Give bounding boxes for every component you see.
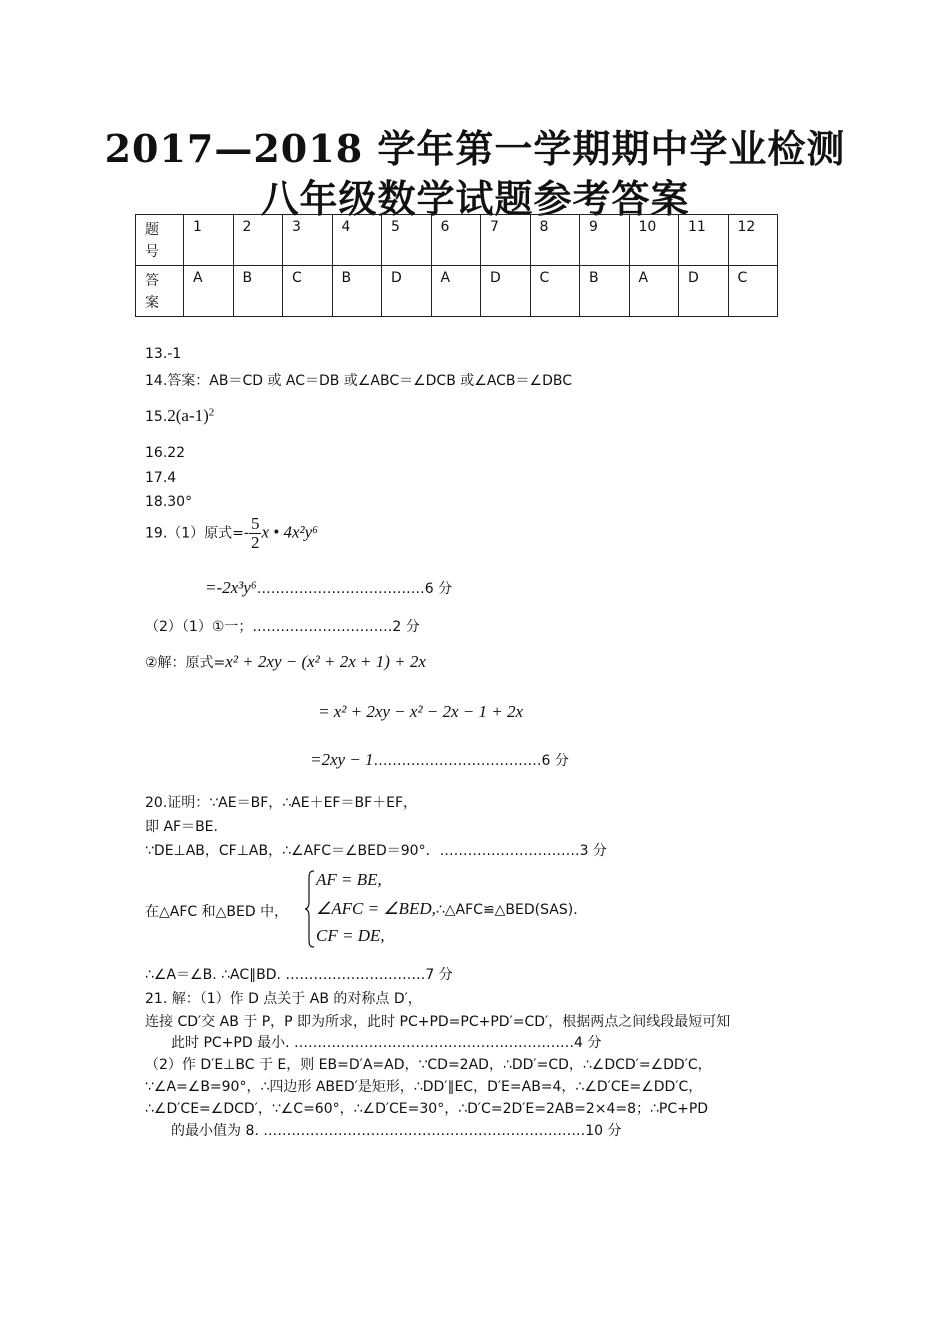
table-cell: A bbox=[629, 266, 679, 317]
answer-19-step-2: = x² + 2xy − x² − 2x − 1 + 2x bbox=[318, 702, 524, 721]
answer-19-step-1: ②解：原式=x² + 2xy − (x² + 2x + 1) + 2x bbox=[145, 652, 426, 671]
table-cell: 2 bbox=[233, 215, 283, 266]
table-cell: 12 bbox=[728, 215, 778, 266]
answer-20-line-1: 20.证明：∵AE＝BF，∴AE＋EF＝BF＋EF， bbox=[145, 795, 418, 811]
row-label-number: 题 号 bbox=[136, 215, 184, 266]
answer-19-line-2: =-2x³y⁶………………………………6 分 bbox=[205, 578, 453, 597]
answer-20-line-3: ∵DE⊥AB，CF⊥AB，∴∠AFC＝∠BED＝90°．…………………………3 分 bbox=[145, 843, 607, 859]
answer-21-line-1: 21. 解：（1）作 D 点关于 AB 的对称点 D′， bbox=[145, 991, 422, 1007]
answer-21-line-6: ∴∠D′CE=∠DCD′，∵∠C=60°，∴∠D′CE=30°，∴D′C=2D′E=2AB=2×4=8；∴PC+PD bbox=[145, 1101, 709, 1117]
answer-20-line-2: 即 AF＝BE. bbox=[145, 819, 218, 835]
answer-17: 17.4 bbox=[145, 470, 177, 486]
answer-20-final: ∴∠A＝∠B. ∴AC∥BD. …………………………7 分 bbox=[145, 967, 453, 983]
table-cell: 8 bbox=[530, 215, 580, 266]
table-cell: 9 bbox=[580, 215, 630, 266]
title-line-1: 2017—2018 学年第一学期期中学业检测 bbox=[104, 126, 846, 171]
table-cell: C bbox=[283, 266, 333, 317]
answer-21-line-4: （2）作 D′E⊥BC 于 E，则 EB=D′A=AD，∵CD=2AD，∴DD′=CD，∴∠DCD′=∠DD′C， bbox=[145, 1057, 712, 1073]
row-label-answer: 答 案 bbox=[136, 266, 184, 317]
table-cell: 4 bbox=[332, 215, 382, 266]
table-cell: A bbox=[431, 266, 481, 317]
answer-20-system-label: 在△AFC 和△BED 中， bbox=[145, 904, 289, 920]
table-cell: 1 bbox=[184, 215, 234, 266]
table-cell: 6 bbox=[431, 215, 481, 266]
table-cell: 7 bbox=[481, 215, 531, 266]
answer-18: 18.30° bbox=[145, 494, 193, 510]
system-equation-2: ∠AFC = ∠BED,∴△AFC≌△BED(SAS). bbox=[316, 899, 578, 918]
table-cell: 3 bbox=[283, 215, 333, 266]
answer-21-line-2: 连接 CD′交 AB 于 P，P 即为所求，此时 PC+PD=PC+PD′=CD′，根据两点之间线段最短可知 bbox=[145, 1014, 731, 1030]
answer-21-line-7: 的最小值为 8. ……………………………………………………………10 分 bbox=[171, 1123, 622, 1139]
answer-16: 16.22 bbox=[145, 445, 186, 461]
answer-13: 13.-1 bbox=[145, 346, 182, 362]
table-cell: C bbox=[530, 266, 580, 317]
table-cell: B bbox=[332, 266, 382, 317]
fraction: $\frac{5}{2}$ bbox=[250, 514, 260, 552]
system-equation-3: CF = DE, bbox=[316, 926, 385, 945]
table-cell: D bbox=[679, 266, 729, 317]
table-cell: B bbox=[580, 266, 630, 317]
table-cell: D bbox=[481, 266, 531, 317]
system-equation-1: AF = BE, bbox=[316, 870, 382, 889]
table-cell: A bbox=[184, 266, 234, 317]
left-brace-icon bbox=[305, 870, 315, 948]
answer-21-line-3: 此时 PC+PD 最小. ……………………………………………………4 分 bbox=[171, 1035, 602, 1051]
answer-15: $15.2(a-1)^2$ bbox=[145, 406, 215, 425]
answer-table bbox=[135, 214, 778, 317]
table-cell: B bbox=[233, 266, 283, 317]
table-cell: 10 bbox=[629, 215, 679, 266]
table-cell: D bbox=[382, 266, 432, 317]
title-line-2: 八年级数学试题参考答案 bbox=[260, 176, 690, 221]
answer-19-line-1: 19.（1）原式=- $\frac{5}{2}$ x • 4x²y⁶ bbox=[145, 514, 319, 552]
answer-14: 14.答案：AB＝CD 或 AC＝DB 或∠ABC＝∠DCB 或∠ACB＝∠DBC bbox=[145, 373, 572, 389]
table-cell: C bbox=[728, 266, 778, 317]
table-row-answers bbox=[136, 266, 778, 317]
table-row-numbers bbox=[136, 215, 778, 266]
answer-19-step-3: =2xy − 1………………………………6 分 bbox=[310, 750, 569, 769]
answer-21-line-5: ∵∠A=∠B=90°，∴四边形 ABED′是矩形，∴DD′∥EC，D′E=AB=4，∴∠D′CE=∠DD′C， bbox=[145, 1079, 703, 1095]
table-cell: 11 bbox=[679, 215, 729, 266]
table-cell: 5 bbox=[382, 215, 432, 266]
answer-19-part-2: （2）（1）①一；…………………………2 分 bbox=[145, 619, 420, 635]
